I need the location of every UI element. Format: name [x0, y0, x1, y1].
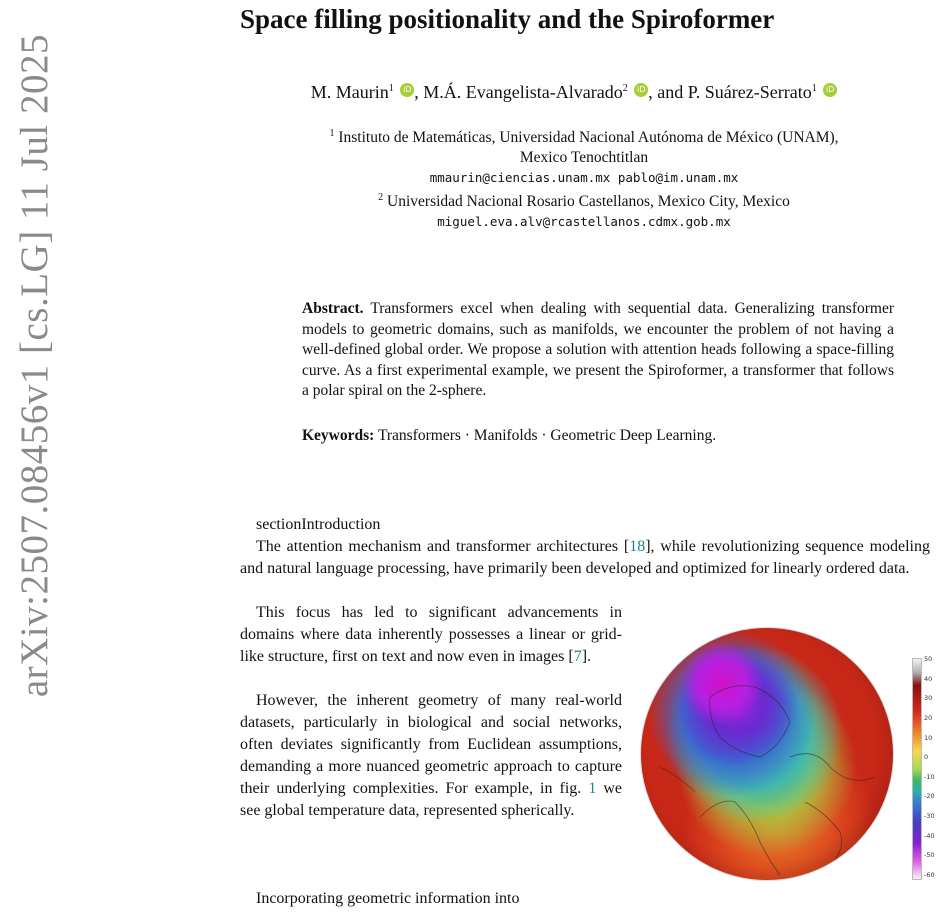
- section-heading-text: sectionIntroduction: [256, 516, 381, 533]
- colorbar-tick: 40: [924, 674, 933, 683]
- paragraph: [240, 690, 622, 822]
- keywords-text: Transformers · Manifolds · Geometric Deep Learning.: [377, 427, 717, 444]
- colorbar-tick: 20: [924, 713, 933, 722]
- paragraph-text: we see global temperature data, represented spherically.: [240, 780, 623, 819]
- author-list: [224, 82, 924, 103]
- colorbar-tick: 0: [924, 753, 929, 762]
- affiliation-text: Mexico Tenochtitlan: [519, 149, 649, 167]
- figure-1: [640, 625, 936, 890]
- author-separator: , and: [648, 82, 688, 102]
- paragraph-text: This focus has led to significant advancements in domains where data inherently possesses a linear or grid-like structure, first on text and now even in images [: [240, 604, 622, 665]
- colorbar-tick: 30: [924, 694, 933, 703]
- colorbar-tick: -30: [924, 812, 935, 820]
- arxiv-stamp-text: arXiv:2507.08456v1 [cs.LG] 11 Jul 2025: [12, 34, 56, 698]
- author-affil-sup: 2: [622, 83, 628, 94]
- section-heading: [256, 514, 936, 536]
- orcid-icon[interactable]: iD: [823, 83, 837, 97]
- colorbar: [912, 658, 922, 880]
- colorbar-tick: -10: [924, 772, 935, 781]
- keywords-label: Keywords:: [302, 427, 375, 444]
- orcid-icon[interactable]: iD: [400, 83, 414, 97]
- paragraph: [240, 602, 622, 668]
- abstract-label: Abstract.: [302, 300, 364, 317]
- author-affil-sup: 1: [388, 83, 394, 94]
- abstract: [302, 299, 894, 402]
- colorbar-tick: 50: [924, 655, 933, 663]
- affiliation-sup: 1: [329, 128, 335, 139]
- globe-coastlines: [640, 627, 892, 879]
- author-separator: ,: [414, 82, 424, 102]
- keywords: [302, 427, 894, 445]
- affiliation-sup: 2: [378, 192, 384, 203]
- author-name: M.Á. Evangelista-Alvarado: [423, 82, 623, 102]
- paper-title: Space filling positionality and the Spiroformer: [240, 4, 775, 34]
- citation-link[interactable]: 18: [629, 538, 646, 555]
- author-name: M. Maurin: [310, 82, 389, 102]
- affiliation-emails[interactable]: mmaurin@ciencias.unam.mx pablo@im.unam.mx: [429, 170, 739, 186]
- paragraph-text: Incorporating geometric information into: [256, 890, 520, 907]
- paragraph-text: ], while revolutionizing sequence modeling and natural language processing, have primarily been developed and optimized for linearly ordered data.: [240, 538, 931, 577]
- colorbar-tick: -20: [924, 792, 935, 801]
- paragraph-text: The attention mechanism and transformer architectures [: [256, 538, 630, 555]
- affiliation-text: Instituto de Matemáticas, Universidad Nacional Autónoma de México (UNAM),: [338, 129, 839, 147]
- author-affil-sup: 1: [811, 83, 817, 94]
- affiliation-email[interactable]: miguel.eva.alv@rcastellanos.cdmx.gob.mx: [437, 214, 731, 230]
- paragraph-text: However, the inherent geometry of many real-world datasets, particularly in biological and social networks, often deviates significantly from Euclidean assumptions, demanding a more nuanced geometric approach to capture their underlying complexities. For example, in fig.: [240, 692, 622, 797]
- paragraph: [240, 536, 930, 580]
- orcid-icon[interactable]: iD: [634, 83, 648, 97]
- paragraph-text: ].: [581, 648, 592, 665]
- citation-link[interactable]: 1: [588, 780, 597, 797]
- citation-link[interactable]: 7: [573, 648, 582, 665]
- affiliation-2: [224, 188, 936, 232]
- abstract-text: Transformers excel when dealing with sequential data. Generalizing transformer models to geometric domains, such as manifolds, we encounter the problem of not having a well-defined global order. We propose a solution with attention heads following a space-filling curve. As a first experimental example, we present the Spiroformer, a transformer that follows a polar spiral on the 2-sphere.: [302, 300, 894, 399]
- affiliation-text: Universidad Nacional Rosario Castellanos, Mexico City, Mexico: [387, 193, 790, 211]
- colorbar-tick: -40: [924, 831, 935, 840]
- affiliation-1: [224, 124, 936, 188]
- paragraph: [240, 888, 622, 910]
- colorbar-tick: 10: [924, 733, 933, 742]
- colorbar-tick: -50: [924, 851, 935, 860]
- author-name: P. Suárez-Serrato: [687, 82, 812, 102]
- colorbar-tick: -60: [924, 870, 935, 879]
- colorbar-ticks: [924, 655, 935, 879]
